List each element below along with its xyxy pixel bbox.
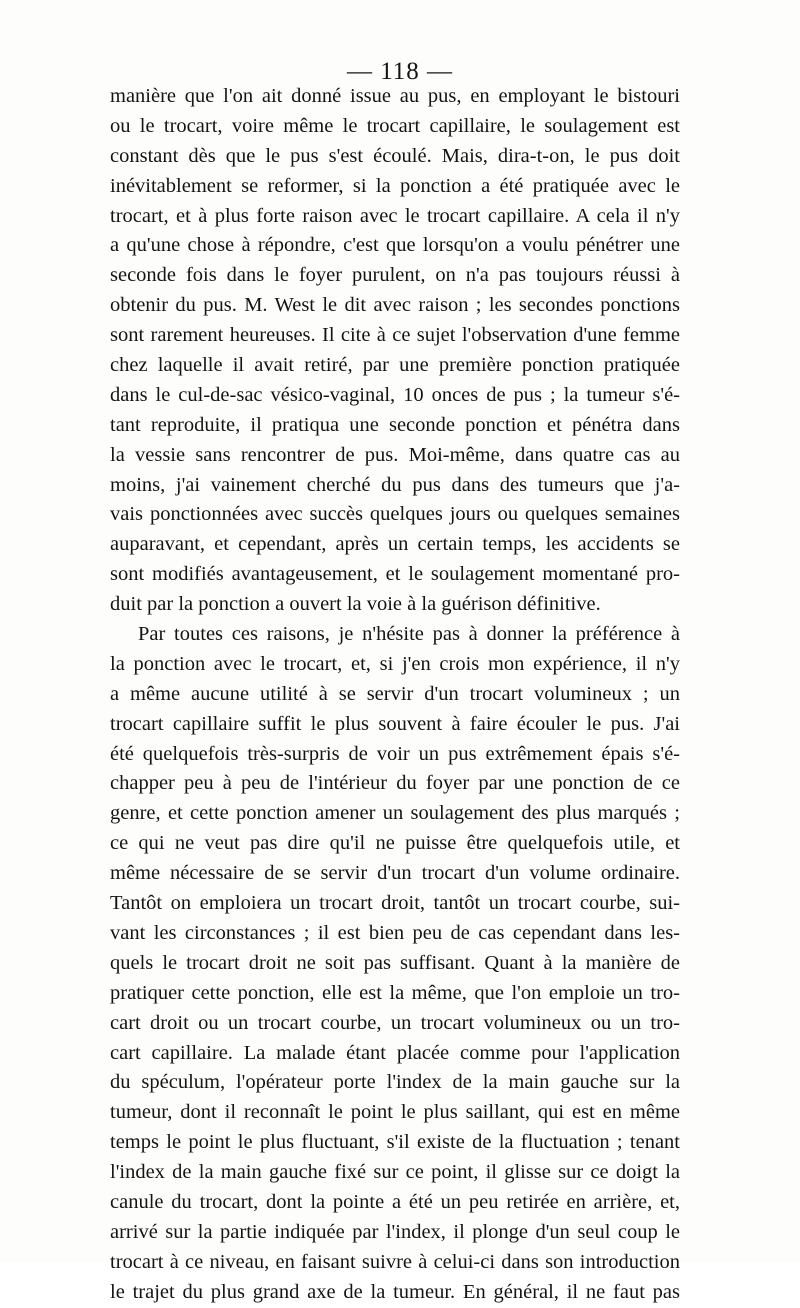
text-line: canule du trocart, dont la pointe a été un peu retirée en arrière, et, <box>110 1190 680 1213</box>
text-line: tant reproduite, il pratiqua une seconde ponction et pénétra dans <box>110 413 680 436</box>
text-line: du spéculum, l'opérateur porte l'index de la main gauche sur la <box>110 1071 680 1094</box>
text-line: été quelquefois très-surpris de voir un pus extrêmement épais s'é- <box>110 742 680 765</box>
text-line: cart capillaire. La malade étant placée comme pour l'application <box>110 1041 680 1064</box>
text-line: moins, j'ai vainement cherché du pus dans des tumeurs que j'a- <box>110 473 680 496</box>
text-line: inévitablement se reformer, si la ponction a été pratiquée avec le <box>110 174 680 197</box>
text-line: sont modifiés avantageusement, et le soulagement momentané pro- <box>110 563 680 586</box>
text-line: pratiquer cette ponction, elle est la même, que l'on emploie un tro- <box>110 981 680 1004</box>
text-line: vant les circonstances ; il est bien peu de cas cependant dans les- <box>110 921 680 944</box>
text-line: trocart, et à plus forte raison avec le trocart capillaire. A cela il n'y <box>110 204 680 227</box>
text-line: ce qui ne veut pas dire qu'il ne puisse être quelquefois utile, et <box>110 832 680 855</box>
text-line: le trajet du plus grand axe de la tumeur. En général, il ne faut pas <box>110 1280 680 1303</box>
text-line: cart droit ou un trocart courbe, un trocart volumineux ou un tro- <box>110 1011 680 1034</box>
text-line: genre, et cette ponction amener un soulagement des plus marqués ; <box>110 802 680 825</box>
text-line: trocart à ce niveau, en faisant suivre à celui-ci dans son introduction <box>110 1250 680 1273</box>
text-line: tumeur, dont il reconnaît le point le plus saillant, qui est en même <box>110 1101 680 1124</box>
text-line: duit par la ponction a ouvert la voie à la guérison définitive. <box>110 593 601 616</box>
text-line: trocart capillaire suffit le plus souvent à faire écouler le pus. J'ai <box>110 712 680 735</box>
text-line: constant dès que le pus s'est écoulé. Mais, dira-t-on, le pus doit <box>110 144 680 167</box>
page-number: — 118 — <box>346 58 454 85</box>
text-line: chez laquelle il avait retiré, par une première ponction pratiquée <box>110 354 680 377</box>
text-line: Par toutes ces raisons, je n'hésite pas à donner la préférence à <box>138 623 680 646</box>
text-line: manière que l'on ait donné issue au pus, en employant le bistouri <box>110 85 680 107</box>
text-line: a qu'une chose à répondre, c'est que lorsqu'on a voulu pénétrer une <box>110 234 680 257</box>
body-text <box>110 82 680 1308</box>
text-line: arrivé sur la partie indiquée par l'index, il plonge d'un seul coup le <box>110 1220 680 1243</box>
text-line: seconde fois dans le foyer purulent, on n'a pas toujours réussi à <box>110 264 680 287</box>
text-line: obtenir du pus. M. West le dit avec raison ; les secondes ponctions <box>110 294 680 317</box>
paragraph <box>110 620 680 1307</box>
text-line: Tantôt on emploiera un trocart droit, tantôt un trocart courbe, sui- <box>110 892 680 915</box>
paragraph <box>110 82 680 620</box>
text-line: temps le point le plus fluctuant, s'il existe de la fluctuation ; tenant <box>110 1131 680 1154</box>
text-line: chapper peu à peu de l'intérieur du foyer par une ponction de ce <box>110 772 680 795</box>
text-line: quels le trocart droit ne soit pas suffisant. Quant à la manière de <box>110 951 680 974</box>
text-line: a même aucune utilité à se servir d'un trocart volumineux ; un <box>110 682 680 705</box>
text-line: vais ponctionnées avec succès quelques jours ou quelques semaines <box>110 503 680 526</box>
text-line: dans le cul-de-sac vésico-vaginal, 10 onces de pus ; la tumeur s'é- <box>110 383 680 406</box>
text-line: la ponction avec le trocart, et, si j'en crois mon expérience, il n'y <box>110 652 680 675</box>
text-line: ou le trocart, voire même le trocart capillaire, le soulagement est <box>110 114 680 137</box>
text-line: auparavant, et cependant, après un certain temps, les accidents se <box>110 533 680 556</box>
text-line: la vessie sans rencontrer de pus. Moi-même, dans quatre cas au <box>110 443 680 466</box>
text-line: sont rarement heureuses. Il cite à ce sujet l'observation d'une femme <box>110 324 680 347</box>
text-line: même nécessaire de se servir d'un trocart d'un volume ordinaire. <box>110 862 680 885</box>
text-line: l'index de la main gauche fixé sur ce point, il glisse sur ce doigt la <box>110 1161 680 1184</box>
